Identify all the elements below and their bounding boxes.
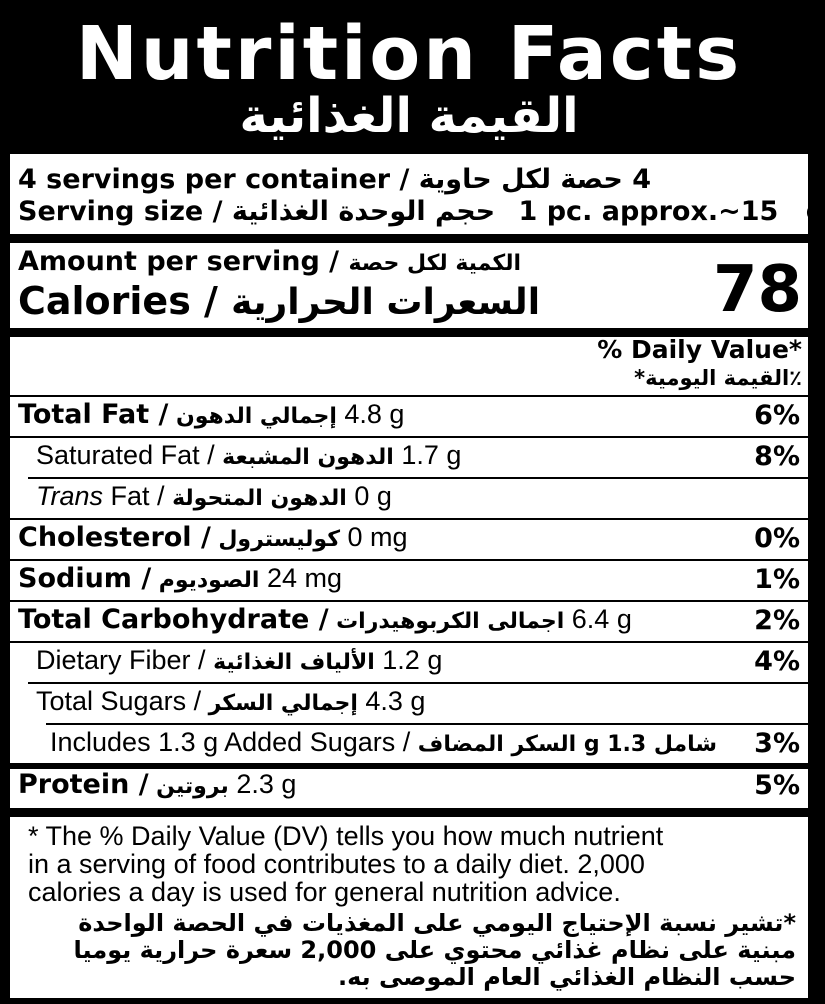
rule xyxy=(10,641,808,643)
nutrient-row-trans-fat xyxy=(36,480,800,516)
rule xyxy=(46,723,808,725)
nutrient-daily-value: 1% xyxy=(754,564,800,595)
amount-per-serving xyxy=(18,246,800,280)
servings-per-container-en: 4 servings per container / xyxy=(18,164,410,195)
nutrient-name-ar: الألياف الغذائية xyxy=(213,650,375,675)
nutrient-name-ar: بروتين xyxy=(156,774,229,799)
nutrient-row-sodium xyxy=(18,562,800,598)
nutrient-name-en: Saturated Fat / xyxy=(36,440,215,470)
serving-size-unit: g xyxy=(805,196,825,227)
nutrient-amount: 0 g xyxy=(354,481,392,511)
nutrient-amount: 6.4 g xyxy=(571,604,632,634)
nutrient-name-en: Includes 1.3 g Added Sugars / xyxy=(50,727,411,757)
nutrient-name-ar: الدهون المتحولة xyxy=(172,486,347,511)
nutrient-name-ar: الصوديوم xyxy=(158,568,260,593)
nutrient-name-ar: اجمالى الكربوهيدرات xyxy=(336,609,565,634)
footnote-en-line: in a serving of food contributes to a daily diet. 2,000 xyxy=(28,849,645,879)
footnote-ar-line: *تشير نسبة الإحتياج اليومي على المغذيات في الحصة الواحدة xyxy=(78,909,796,937)
rule xyxy=(10,518,808,520)
nutrient-amount: 4.8 g xyxy=(344,399,405,429)
nutrient-name-en: Cholesterol / xyxy=(18,522,211,553)
serving-size-en: Serving size / xyxy=(18,196,223,227)
nutrient-daily-value: 2% xyxy=(754,605,800,636)
serving-size-ar: حجم الوحدة الغذائية xyxy=(231,196,496,227)
title-english: Nutrition Facts xyxy=(75,11,743,97)
rule xyxy=(10,395,808,397)
nutrient-name-ar: إجمالي الدهون xyxy=(175,404,337,429)
calories-value: 78 xyxy=(712,253,802,327)
rule-thick xyxy=(10,234,808,243)
nutrient-name-en: Total Sugars / xyxy=(36,686,202,716)
nutrient-amount: 24 mg xyxy=(266,563,343,593)
footnote-en-line: * The % Daily Value (DV) tells you how much nutrient xyxy=(28,821,664,851)
rule xyxy=(10,559,808,561)
title-arabic: القيمة الغذائية xyxy=(239,88,579,144)
nutrient-row-cholesterol xyxy=(18,521,800,557)
servings-per-container xyxy=(18,164,800,196)
nutrient-row-total-carbohydrate xyxy=(18,603,800,639)
daily-value-header-ar: ٪القيمة اليومية* xyxy=(634,366,802,390)
serving-size xyxy=(18,196,825,228)
rule xyxy=(28,477,808,479)
nutrient-daily-value: 6% xyxy=(754,400,800,431)
nutrient-daily-value: 4% xyxy=(754,646,800,677)
rule xyxy=(28,682,808,684)
nutrient-amount: 0 mg xyxy=(347,522,408,552)
footnote-ar-line: مبنية على نظام غذائي محتوي على 2,000 سعرة حرارية يوميا xyxy=(73,936,796,964)
nutrient-name-en-italic: Trans xyxy=(36,481,104,511)
nutrient-name-en: Sodium / xyxy=(18,563,152,594)
nutrient-row-total-sugars xyxy=(36,685,800,721)
nutrient-name-en: Dietary Fiber / xyxy=(36,645,206,675)
amount-per-serving-en: Amount per serving / xyxy=(18,246,340,277)
nutrient-amount: 4.3 g xyxy=(365,686,426,716)
nutrient-daily-value: 5% xyxy=(754,770,800,801)
rule xyxy=(10,600,808,602)
calories-label-ar: السعرات الحرارية xyxy=(231,282,541,323)
facts-panel xyxy=(10,154,825,998)
daily-value-header-en: % Daily Value* xyxy=(597,335,802,364)
nutrient-daily-value: 3% xyxy=(754,728,800,759)
footnote-en-line: calories a day is used for general nutrition advice. xyxy=(28,877,621,907)
serving-size-value: 1 pc. approx.~15 xyxy=(518,196,779,227)
rule-thick xyxy=(10,808,808,817)
nutrient-name-en: Protein / xyxy=(18,769,149,800)
nutrient-name-ar: كوليسترول xyxy=(218,527,340,552)
nutrient-name-en: Total Fat / xyxy=(18,399,169,430)
nutrient-daily-value: 8% xyxy=(754,441,800,472)
nutrient-name-ar: إجمالي السكر xyxy=(208,691,358,716)
nutrient-row-added-sugars xyxy=(50,726,800,762)
nutrient-daily-value: 0% xyxy=(754,523,800,554)
calories-label-en: Calories / xyxy=(18,279,218,323)
calories-label xyxy=(18,278,800,326)
servings-per-container-ar: 4 حصة لكل حاوية xyxy=(418,164,652,195)
nutrient-amount: 2.3 g xyxy=(236,769,297,799)
nutrient-name-en: Fat / xyxy=(110,481,165,511)
nutrient-name-ar: شامل 1.3 g السكر المضاف xyxy=(417,732,718,757)
rule xyxy=(10,436,808,438)
nutrient-row-saturated-fat xyxy=(36,439,800,475)
nutrient-row-protein xyxy=(18,768,800,804)
nutrient-amount: 1.2 g xyxy=(382,645,443,675)
footnote-ar-line: حسب النظام الغذائي العام الموصى به. xyxy=(337,963,796,991)
nutrient-amount: 1.7 g xyxy=(401,440,462,470)
nutrient-row-total-fat xyxy=(18,398,800,434)
amount-per-serving-ar: الكمية لكل حصة xyxy=(348,251,522,276)
nutrient-row-dietary-fiber xyxy=(36,644,800,680)
nutrient-name-en: Total Carbohydrate / xyxy=(18,604,329,635)
nutrient-name-ar: الدهون المشبعة xyxy=(222,445,394,470)
